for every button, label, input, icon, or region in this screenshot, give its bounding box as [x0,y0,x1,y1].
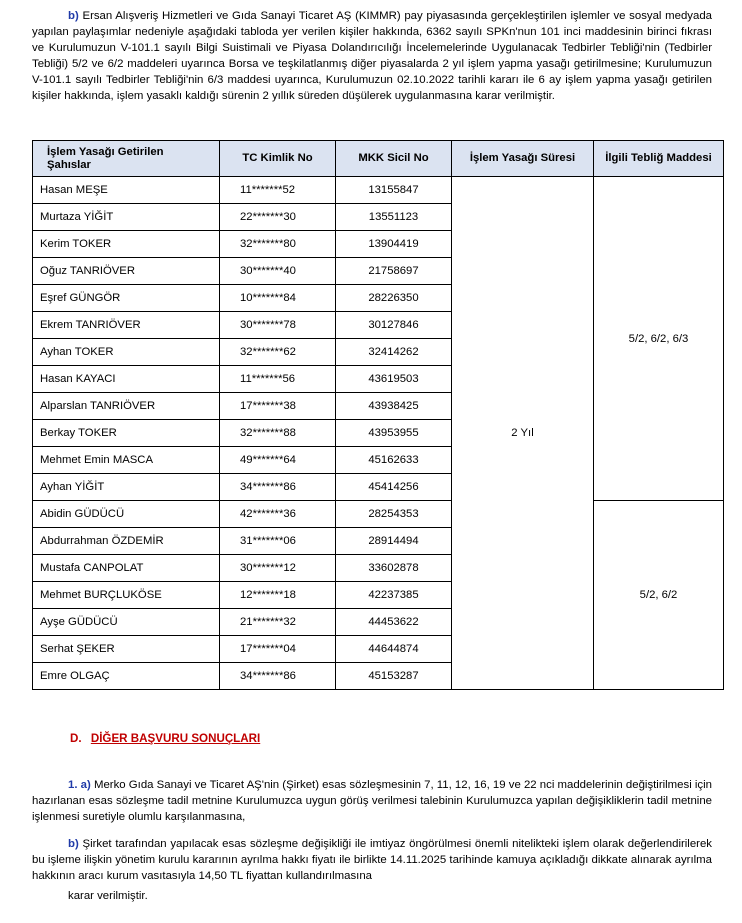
tc-number: 12*******18 [220,582,336,609]
person-name: Hasan KAYACI [33,366,220,393]
tc-number: 34*******86 [220,474,336,501]
tc-number: 32*******62 [220,339,336,366]
person-name: Ayşe GÜDÜCÜ [33,609,220,636]
article-group-1: 5/2, 6/2, 6/3 [594,177,724,501]
mkk-number: 13904419 [336,231,452,258]
person-name: Mehmet Emin MASCA [33,447,220,474]
mkk-number: 42237385 [336,582,452,609]
person-name: Ayhan YİĞİT [33,474,220,501]
intro-marker: b) [68,10,79,22]
header-persons: İşlem Yasağı Getirilen Şahıslar [33,141,220,177]
item1-number: 1. [68,779,78,791]
mkk-number: 28914494 [336,528,452,555]
tc-number: 32*******88 [220,420,336,447]
intro-text: Ersan Alışveriş Hizmetleri ve Gıda Sanayi Ticaret AŞ (KIMMR) pay piyasasında gerçekleştirilen işlemler ve sosyal medyada yapılan paylaşımlar nedeniyle aşağıdaki tabloda yer verilen kişiler hakkında, 6362 sayılı SPKn'nun 101 inci maddesinin birinci fıkrası ve Kurulumuzun V-101.1 sayılı Bilgi Suistimali ve Piyasa Dolandırıcılığı İncelemelerinde Uygulanacak Tedbirler Tebliği'nin (Tedbirler Tebliği) 5/2 ve 6/2 maddeleri uyarınca Borsa ve teşkilatlanmış diğer piyasalarda 2 yıl işlem yapma yasağı getirilmesine; Kurulumuzun V-101.1 sayılı Tedbirler Tebliği'nin 6/3 maddesi uyarınca, Kurulumuzun 02.10.2022 tarihli kararı ile 6 ay işlem yapma yasağı getirilen kişiler hakkında, işlem yasaklı kaldığı sürenin 2 yıllık süreden düşülerek uygulanmasına karar verilmiştir. [32,10,713,102]
mkk-number: 30127846 [336,312,452,339]
person-name: Oğuz TANRIÖVER [33,258,220,285]
table-row [33,177,724,204]
section-d-heading [70,732,260,745]
tc-number: 17*******04 [220,636,336,663]
header-duration: İşlem Yasağı Süresi [452,141,594,177]
tc-number: 30*******40 [220,258,336,285]
item1-a-marker: a) [80,779,91,791]
person-name: Hasan MEŞE [33,177,220,204]
mkk-number: 28254353 [336,501,452,528]
tc-number: 32*******80 [220,231,336,258]
mkk-number: 45153287 [336,663,452,690]
person-name: Murtaza YİĞİT [33,204,220,231]
mkk-number: 13551123 [336,204,452,231]
mkk-number: 45162633 [336,447,452,474]
person-name: Ayhan TOKER [33,339,220,366]
ban-duration: 2 Yıl [452,177,594,690]
mkk-number: 45414256 [336,474,452,501]
tc-number: 31*******06 [220,528,336,555]
item1-b-marker: b) [68,838,79,850]
item1-b-text: Şirket tarafından yapılacak esas sözleşme değişikliği ile imtiyaz öngörülmesi önemli nitelikteki işlem olarak değerlendirilerek bu işleme ilişkin yönetim kurulu kararının ayrılma hakkı fiyatı ile birlikte 14.11.2025 tarihinde kamuya açıkladığı dikkate alınarak ayrılma hakkının aracı kurum vasıtasıyla 14,50 TL fiyattan kullandırılmasına [32,838,712,882]
tc-number: 10*******84 [220,285,336,312]
closing-line [32,888,712,904]
tc-number: 11*******52 [220,177,336,204]
mkk-number: 32414262 [336,339,452,366]
table-header-row [33,141,724,177]
item1-a-paragraph [32,777,712,825]
tc-number: 17*******38 [220,393,336,420]
person-name: Alparslan TANRIÖVER [33,393,220,420]
person-name: Abidin GÜDÜCÜ [33,501,220,528]
person-name: Kerim TOKER [33,231,220,258]
section-d-title: DİĞER BAŞVURU SONUÇLARI [90,732,261,745]
person-name: Mehmet BURÇLUKÖSE [33,582,220,609]
person-name: Berkay TOKER [33,420,220,447]
mkk-number: 43938425 [336,393,452,420]
person-name: Emre OLGAÇ [33,663,220,690]
trading-ban-table [32,140,724,690]
header-tc: TC Kimlik No [220,141,336,177]
intro-paragraph [32,8,712,104]
header-mkk: MKK Sicil No [336,141,452,177]
closing-text: karar verilmiştir. [68,890,148,902]
person-name: Serhat ŞEKER [33,636,220,663]
item1-b-paragraph [32,836,712,884]
table-row [33,501,724,528]
mkk-number: 43619503 [336,366,452,393]
mkk-number: 28226350 [336,285,452,312]
article-group-2: 5/2, 6/2 [594,501,724,690]
person-name: Ekrem TANRIÖVER [33,312,220,339]
mkk-number: 33602878 [336,555,452,582]
tc-number: 49*******64 [220,447,336,474]
mkk-number: 43953955 [336,420,452,447]
tc-number: 42*******36 [220,501,336,528]
mkk-number: 44644874 [336,636,452,663]
tc-number: 30*******12 [220,555,336,582]
person-name: Abdurrahman ÖZDEMİR [33,528,220,555]
tc-number: 21*******32 [220,609,336,636]
tc-number: 30*******78 [220,312,336,339]
tc-number: 34*******86 [220,663,336,690]
header-article: İlgili Tebliğ Maddesi [594,141,724,177]
person-name: Mustafa CANPOLAT [33,555,220,582]
section-d-marker: D. [70,732,82,745]
mkk-number: 13155847 [336,177,452,204]
person-name: Eşref GÜNGÖR [33,285,220,312]
tc-number: 22*******30 [220,204,336,231]
mkk-number: 21758697 [336,258,452,285]
item1-a-text: Merko Gıda Sanayi ve Ticaret AŞ'nin (Şirket) esas sözleşmesinin 7, 11, 12, 16, 19 ve 22 nci maddelerinin değiştirilmesi için hazırlanan esas sözleşme tadil metnine Kurulumuzca uygun görüş verilmesi talebinin Kurulumuzca yapılan değişikliklerin tadil metnine işlenmesi suretiyle olumlu karşılanmasına, [32,779,712,823]
mkk-number: 44453622 [336,609,452,636]
tc-number: 11*******56 [220,366,336,393]
